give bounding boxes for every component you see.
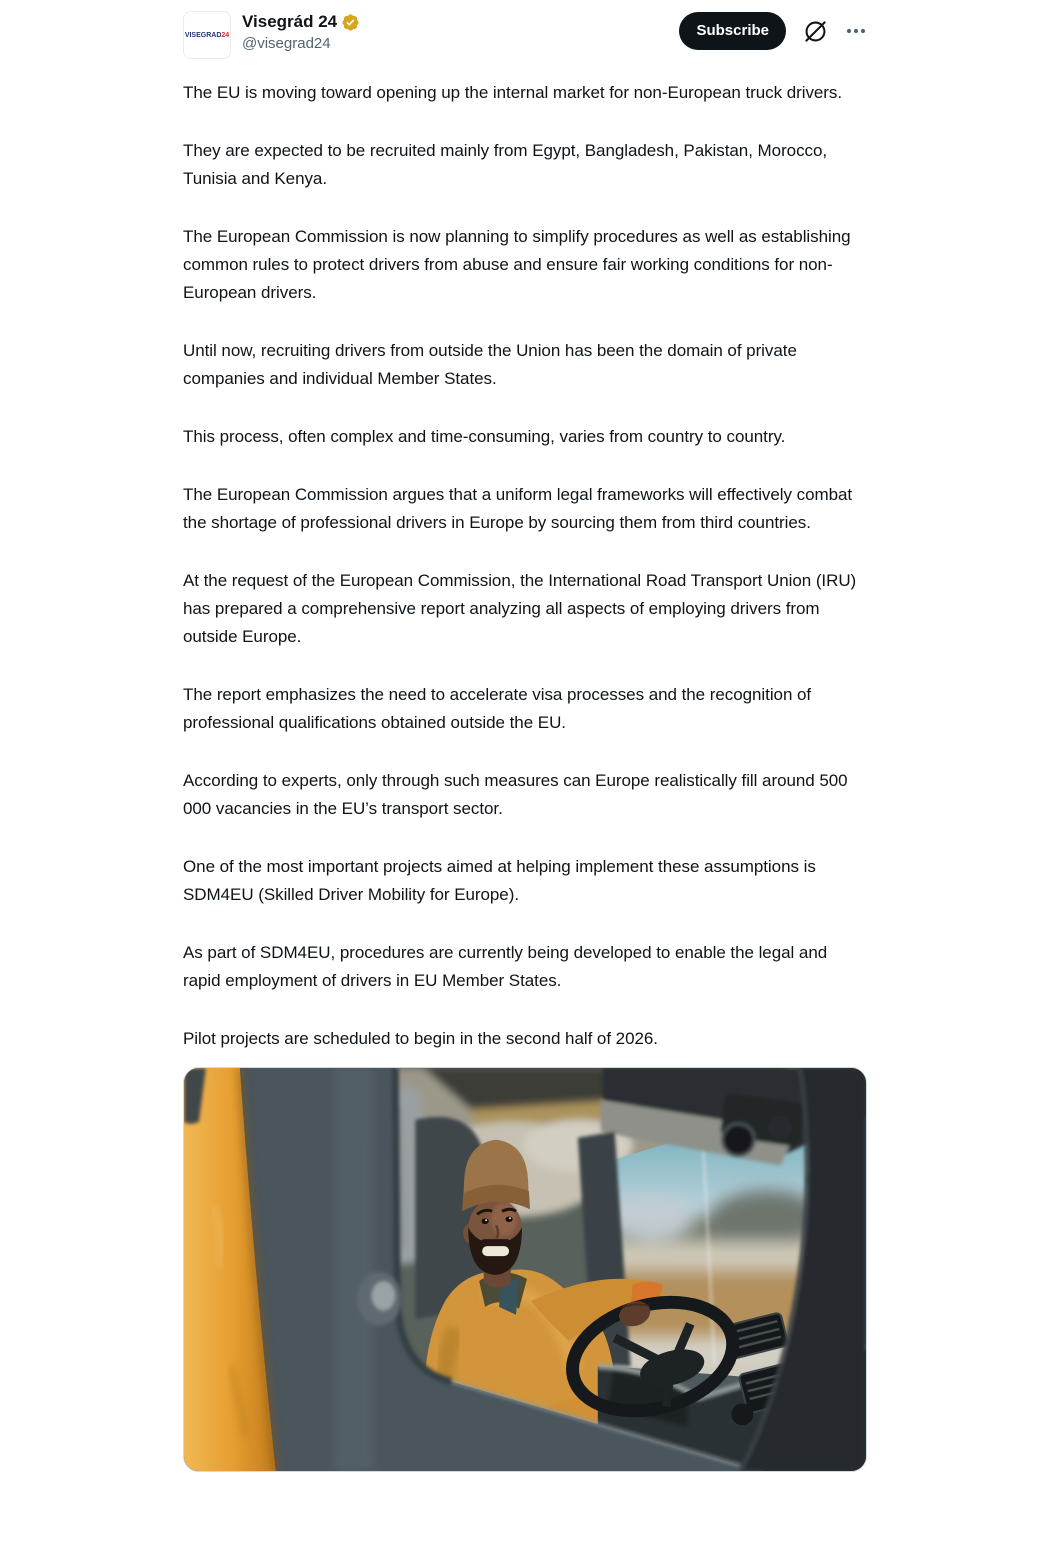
truck-driver-photo [184,1068,866,1471]
tweet-text-paragraph: Until now, recruiting drivers from outside the Union has been the domain of private companies and individual Member States. [183,341,797,388]
grok-icon[interactable] [803,19,828,44]
author-display-name[interactable]: Visegrád 24 [242,12,338,31]
tweet [183,0,867,1472]
tweet-text-paragraph: One of the most important projects aimed at helping implement these assumptions is SDM4EU (Skilled Driver Mobility for Europe). [183,857,816,904]
tweet-text-paragraph: They are expected to be recruited mainly from Egypt, Bangladesh, Pakistan, Morocco, Tunisia and Kenya. [183,141,828,188]
header-actions [679,12,867,50]
tweet-text-paragraph: This process, often complex and time-consuming, varies from country to country. [183,427,786,446]
author-handle[interactable]: @visegrad24 [242,35,331,52]
tweet-text-paragraph: The report emphasizes the need to accelerate visa processes and the recognition of professional qualifications obtained outside the EU. [183,685,812,732]
tweet-text-paragraph: Pilot projects are scheduled to begin in the second half of 2026. [183,1029,658,1048]
tweet-header [183,8,867,59]
tweet-body [183,79,867,1053]
author-names [242,8,360,59]
gold-verified-badge-icon [341,13,360,32]
avatar[interactable] [183,11,231,59]
tweet-media[interactable] [183,1067,867,1472]
tweet-text-paragraph: The EU is moving toward opening up the internal market for non-European truck drivers. [183,83,843,102]
tweet-text-paragraph: As part of SDM4EU, procedures are currently being developed to enable the legal and rapid employment of drivers in EU Member States. [183,943,828,990]
tweet-text-paragraph: According to experts, only through such measures can Europe realistically fill around 500 000 vacancies in the EU’s transport sector. [183,771,848,818]
subscribe-button[interactable]: Subscribe [679,12,786,50]
avatar-logo [185,32,229,39]
avatar-logo-secondary: 24 [221,31,230,39]
more-options-icon[interactable] [845,20,867,42]
author-profile-link[interactable] [183,8,360,59]
tweet-text-paragraph: The European Commission argues that a uniform legal frameworks will effectively combat the shortage of professional drivers in Europe by sourcing them from third countries. [183,485,853,532]
tweet-text-paragraph: The European Commission is now planning to simplify procedures as well as establishing common rules to protect drivers from abuse and ensure fair working conditions for non-European drivers. [183,227,851,302]
avatar-logo-primary: VISEGRAD [184,31,222,39]
tweet-text-paragraph: At the request of the European Commission, the International Road Transport Union (IRU) has prepared a comprehensive report analyzing all aspects of employing drivers from outside Europe. [183,571,857,646]
